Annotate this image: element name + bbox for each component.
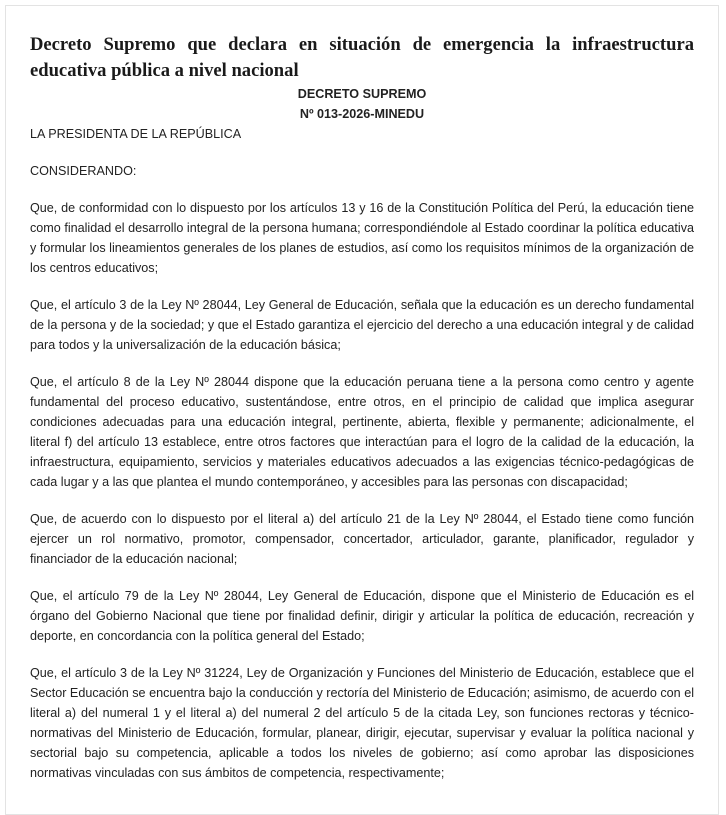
document-body <box>30 32 694 783</box>
spacer <box>30 181 694 198</box>
paragraph: Que, de acuerdo con lo dispuesto por el literal a) del artículo 21 de la Ley Nº 28044, el Estado tiene como función ejercer un rol normativo, promotor, compensador, concertador, articulador, garante, planificador, regulador y financiador de la educación nacional; <box>30 512 694 566</box>
spacer <box>30 492 694 509</box>
decree-number: Nº 013-2026-MINEDU <box>299 107 425 121</box>
paragraph: Que, el artículo 79 de la Ley Nº 28044, Ley General de Educación, dispone que el Ministerio de Educación es el órgano del Gobierno Nacional que tiene por finalidad definir, dirigir y articular la política de educación, recreación y deporte, en concordancia con la política general del Estado; <box>30 589 694 643</box>
spacer <box>30 278 694 295</box>
paragraph: Que, el artículo 8 de la Ley Nº 28044 dispone que la educación peruana tiene a la persona como centro y agente fundamental del proceso educativo, sustentándose, entre otros, en el principio de calidad que implica asegurar condiciones adecuadas para una educación integral, pertinente, abierta, flexible y permanente; adicionalmente, el literal f) del artículo 13 establece, entre otros factores que interactúan para el logro de la calidad de la educación, la infraestructura, equipamiento, servicios y materiales educativos adecuados a las exigencias técnico-pedagógicas de cada lugar y a las que plantea el mundo contemporáneo, y accesibles para las personas con discapacidad; <box>30 375 694 489</box>
spacer <box>30 646 694 663</box>
spacer <box>30 569 694 586</box>
considerando-heading: CONSIDERANDO: <box>30 164 137 178</box>
paragraph: Que, de conformidad con lo dispuesto por los artículos 13 y 16 de la Constitución Política del Perú, la educación tiene como finalidad el desarrollo integral de la persona humana; correspondiéndole al Estado coordinar la política educativa y formular los lineamientos generales de los planes de estudios, así como los requisitos mínimos de la organización de los centros educativos; <box>30 201 694 275</box>
paragraph: Que, el artículo 3 de la Ley Nº 31224, Ley de Organización y Funciones del Ministerio de Educación, establece que el Sector Educación se encuentra bajo la conducción y rectoría del Ministerio de Educación; asimismo, de acuerdo con el literal a) del numeral 1 y el literal a) del numeral 2 del artículo 5 de la citada Ley, son funciones rectoras y técnico-normativas del Ministerio de Educación, formular, planear, dirigir, ejecutar, supervisar y evaluar la política nacional y sectorial bajo su competencia, aplicable a todos los niveles de gobierno; así como aprobar las disposiciones normativas vinculadas con sus ámbitos de competencia, respectivamente; <box>30 666 694 780</box>
decree-heading: DECRETO SUPREMO <box>297 87 427 101</box>
paragraph: Que, el artículo 3 de la Ley Nº 28044, Ley General de Educación, señala que la educación es un derecho fundamental de la persona y de la sociedad; y que el Estado garantiza el ejercicio del derecho a una educación integral y de calidad para todos y la universalización de la educación básica; <box>30 298 694 352</box>
spacer <box>30 355 694 372</box>
issuer-line: LA PRESIDENTA DE LA REPÚBLICA <box>30 127 242 141</box>
spacer <box>30 144 694 161</box>
document-title: Decreto Supremo que declara en situación de emergencia la infraestructura educativa pública a nivel nacional <box>30 34 694 81</box>
